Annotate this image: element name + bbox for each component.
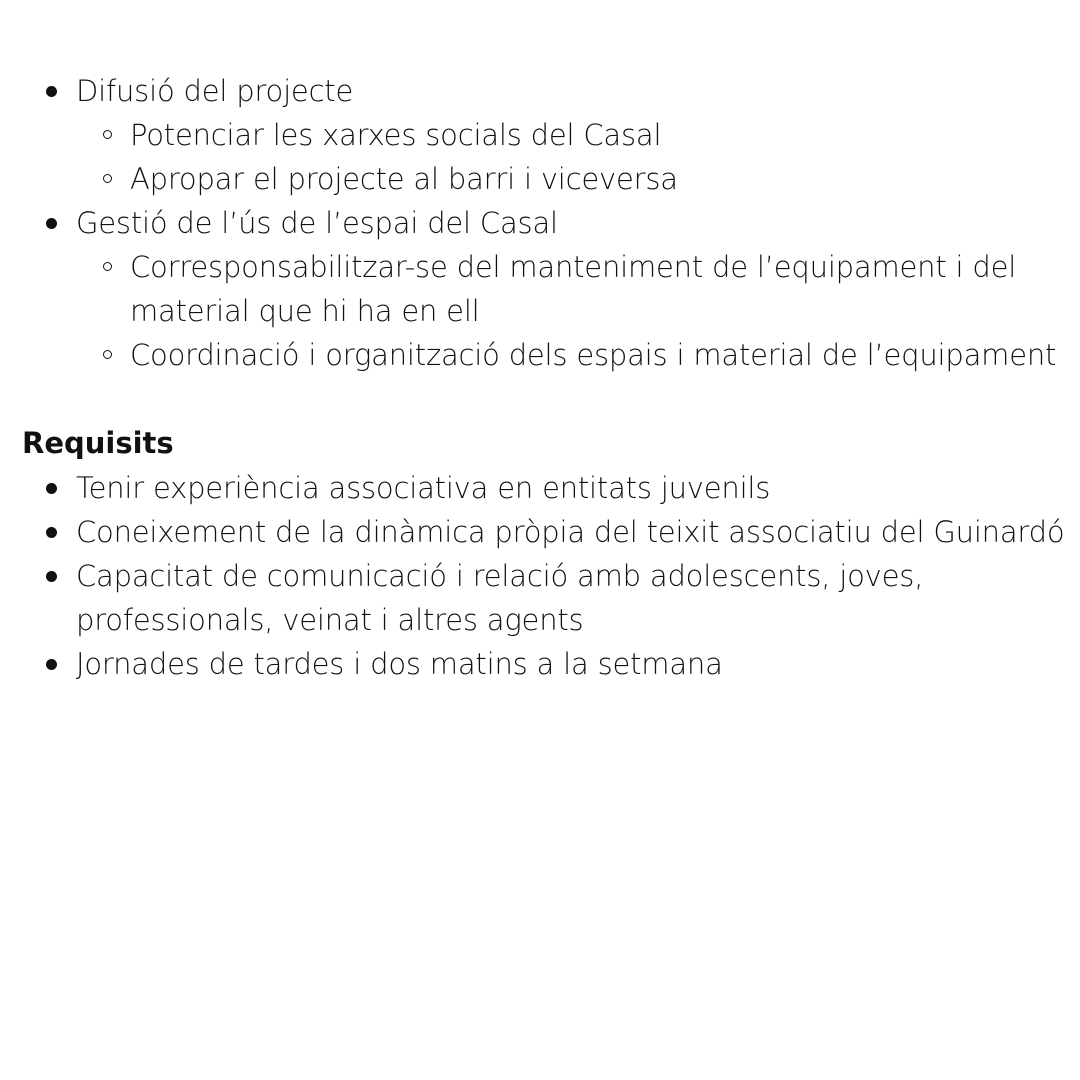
list-item-gestio: Gestió de l’ús de l’espai del Casal [76, 206, 558, 240]
bullet-disc-icon [46, 483, 57, 494]
bullet-circle-icon [103, 262, 112, 271]
list-item-difusio: Difusió del projecte [76, 74, 354, 108]
requirement-item-capacitat-line-1: Capacitat de comunicació i relació amb adolescents, joves, [76, 559, 924, 593]
requirement-item-experiencia: Tenir experiència associativa en entitats juvenils [76, 471, 771, 505]
bullet-disc-icon [46, 218, 57, 229]
requirement-item-coneixement: Coneixement de la dinàmica pròpia del teixit associatiu del Guinardó [76, 515, 1065, 549]
sub-item-corresponsabilitzar-line-1: Corresponsabilitzar-se del manteniment de l’equipament i del [130, 250, 1017, 284]
bullet-circle-icon [103, 350, 112, 359]
bullet-disc-icon [46, 86, 57, 97]
sub-item-coordinacio: Coordinació i organització dels espais i material de l’equipament [130, 338, 1057, 372]
requirement-item-jornades: Jornades de tardes i dos matins a la setmana [76, 647, 723, 681]
sub-item-corresponsabilitzar-line-2: material que hi ha en ell [130, 294, 480, 328]
sub-item-apropar: Apropar el projecte al barri i viceversa [130, 162, 678, 196]
requirement-item-capacitat-line-2: professionals, veinat i altres agents [76, 603, 584, 637]
sub-item-xarxes: Potenciar les xarxes socials del Casal [130, 118, 662, 152]
bullet-disc-icon [46, 527, 57, 538]
bullet-disc-icon [46, 659, 57, 670]
requirements-heading: Requisits [22, 426, 174, 460]
bullet-circle-icon [103, 174, 112, 183]
bullet-circle-icon [103, 130, 112, 139]
bullet-disc-icon [46, 571, 57, 582]
